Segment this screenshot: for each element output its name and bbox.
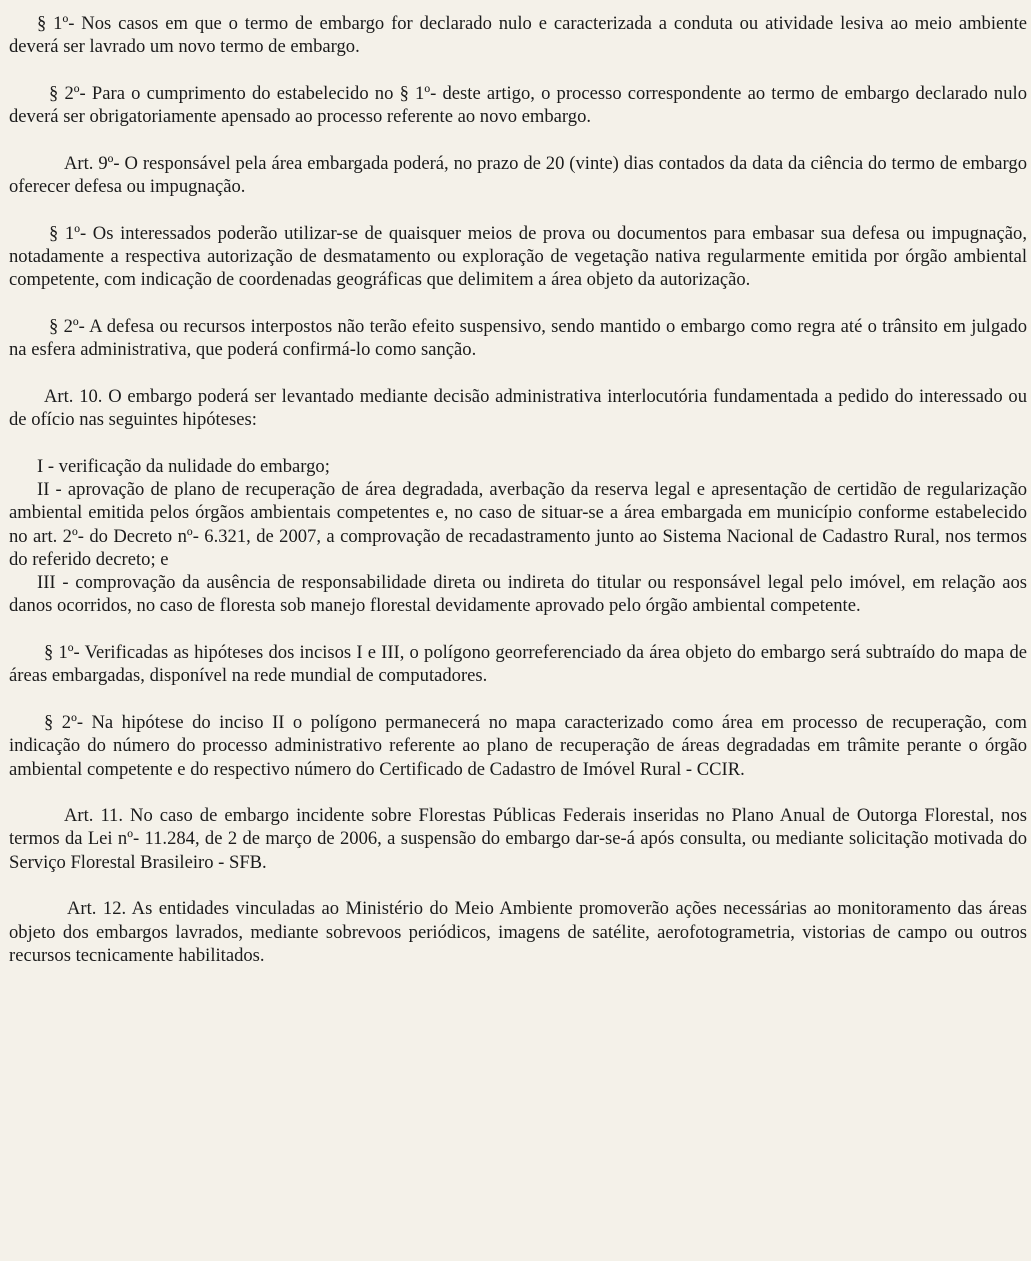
paragraph-art8-par1: § 1º- Nos casos em que o termo de embargo for declarado nulo e caracterizada a conduta ou atividade lesiva ao meio ambiente deverá ser lavrado um novo termo de embargo. [9,13,1027,58]
paragraph-art10-inciso-3: III - comprovação da ausência de responsabilidade direta ou indireta do titular ou responsável legal pelo imóvel, em relação aos danos ocorridos, no caso de floresta sob manejo florestal devidamente aprovado pelo órgão ambiental competente. [9,572,1027,617]
paragraph-art10-inciso-2: II - aprovação de plano de recuperação de área degradada, averbação da reserva legal e apresentação de certidão de regularização ambiental emitida pelos órgãos ambientais competentes e, no caso de situar-se a área embargada em município conforme estabelecido no art. 2º- do Decreto nº- 6.321, de 2007, a comprovação de recadastramento junto ao Sistema Nacional de Cadastro Rural, nos termos do referido decreto; e [9,478,1027,570]
paragraph-art10-inciso-1: I - verificação da nulidade do embargo; [37,455,330,477]
paragraph-art10-par2: § 2º- Na hipótese do inciso II o polígono permanecerá no mapa caracterizado como área em processo de recuperação, com indicação do número do processo administrativo referente ao plano de recuperação de áreas degradadas em trâmite perante o órgão ambiental competente e do respectivo número do Certificado de Cadastro de Imóvel Rural - CCIR. [9,711,1027,780]
paragraph-art11: Art. 11. No caso de embargo incidente sobre Florestas Públicas Federais inseridas no Plano Anual de Outorga Florestal, nos termos da Lei nº- 11.284, de 2 de março de 2006, a suspensão do embargo dar-se-á após consulta, ou mediante solicitação motivada do Serviço Florestal Brasileiro - SFB. [9,805,1027,873]
paragraph-art8-par2: § 2º- Para o cumprimento do estabelecido no § 1º- deste artigo, o processo correspondente ao termo de embargo declarado nulo deverá ser obrigatoriamente apensado ao processo referente ao novo embargo. [9,82,1027,128]
paragraph-art10: Art. 10. O embargo poderá ser levantado mediante decisão administrativa interlocutória fundamentada a pedido do interessado ou de ofício nas seguintes hipóteses: [9,385,1027,431]
paragraph-art9: Art. 9º- O responsável pela área embargada poderá, no prazo de 20 (vinte) dias contados da data da ciência do termo de embargo oferecer defesa ou impugnação. [9,152,1027,198]
paragraph-art10-par1: § 1º- Verificadas as hipóteses dos incisos I e III, o polígono georreferenciado da área objeto do embargo será subtraído do mapa de áreas embargadas, disponível na rede mundial de computadores. [9,642,1027,687]
paragraph-art9-par1: § 1º- Os interessados poderão utilizar-se de quaisquer meios de prova ou documentos para embasar sua defesa ou impugnação, notadamente a respectiva autorização de desmatamento ou exploração de vegetação nativa regularmente emitida por órgão ambiental competente, com indicação de coordenadas geográficas que delimitem a área objeto da autorização. [9,222,1027,291]
document-page [9,12,1027,990]
paragraph-art12: Art. 12. As entidades vinculadas ao Ministério do Meio Ambiente promoverão ações necessárias ao monitoramento das áreas objeto dos embargos lavrados, mediante sobrevoos periódicos, imagens de satélite, aerofotogrametria, vistorias de campo ou outros recursos tecnicamente habilitados. [9,898,1027,966]
paragraph-art9-par2: § 2º- A defesa ou recursos interpostos não terão efeito suspensivo, sendo mantido o embargo como regra até o trânsito em julgado na esfera administrativa, que poderá confirmá-lo como sanção. [9,315,1027,361]
